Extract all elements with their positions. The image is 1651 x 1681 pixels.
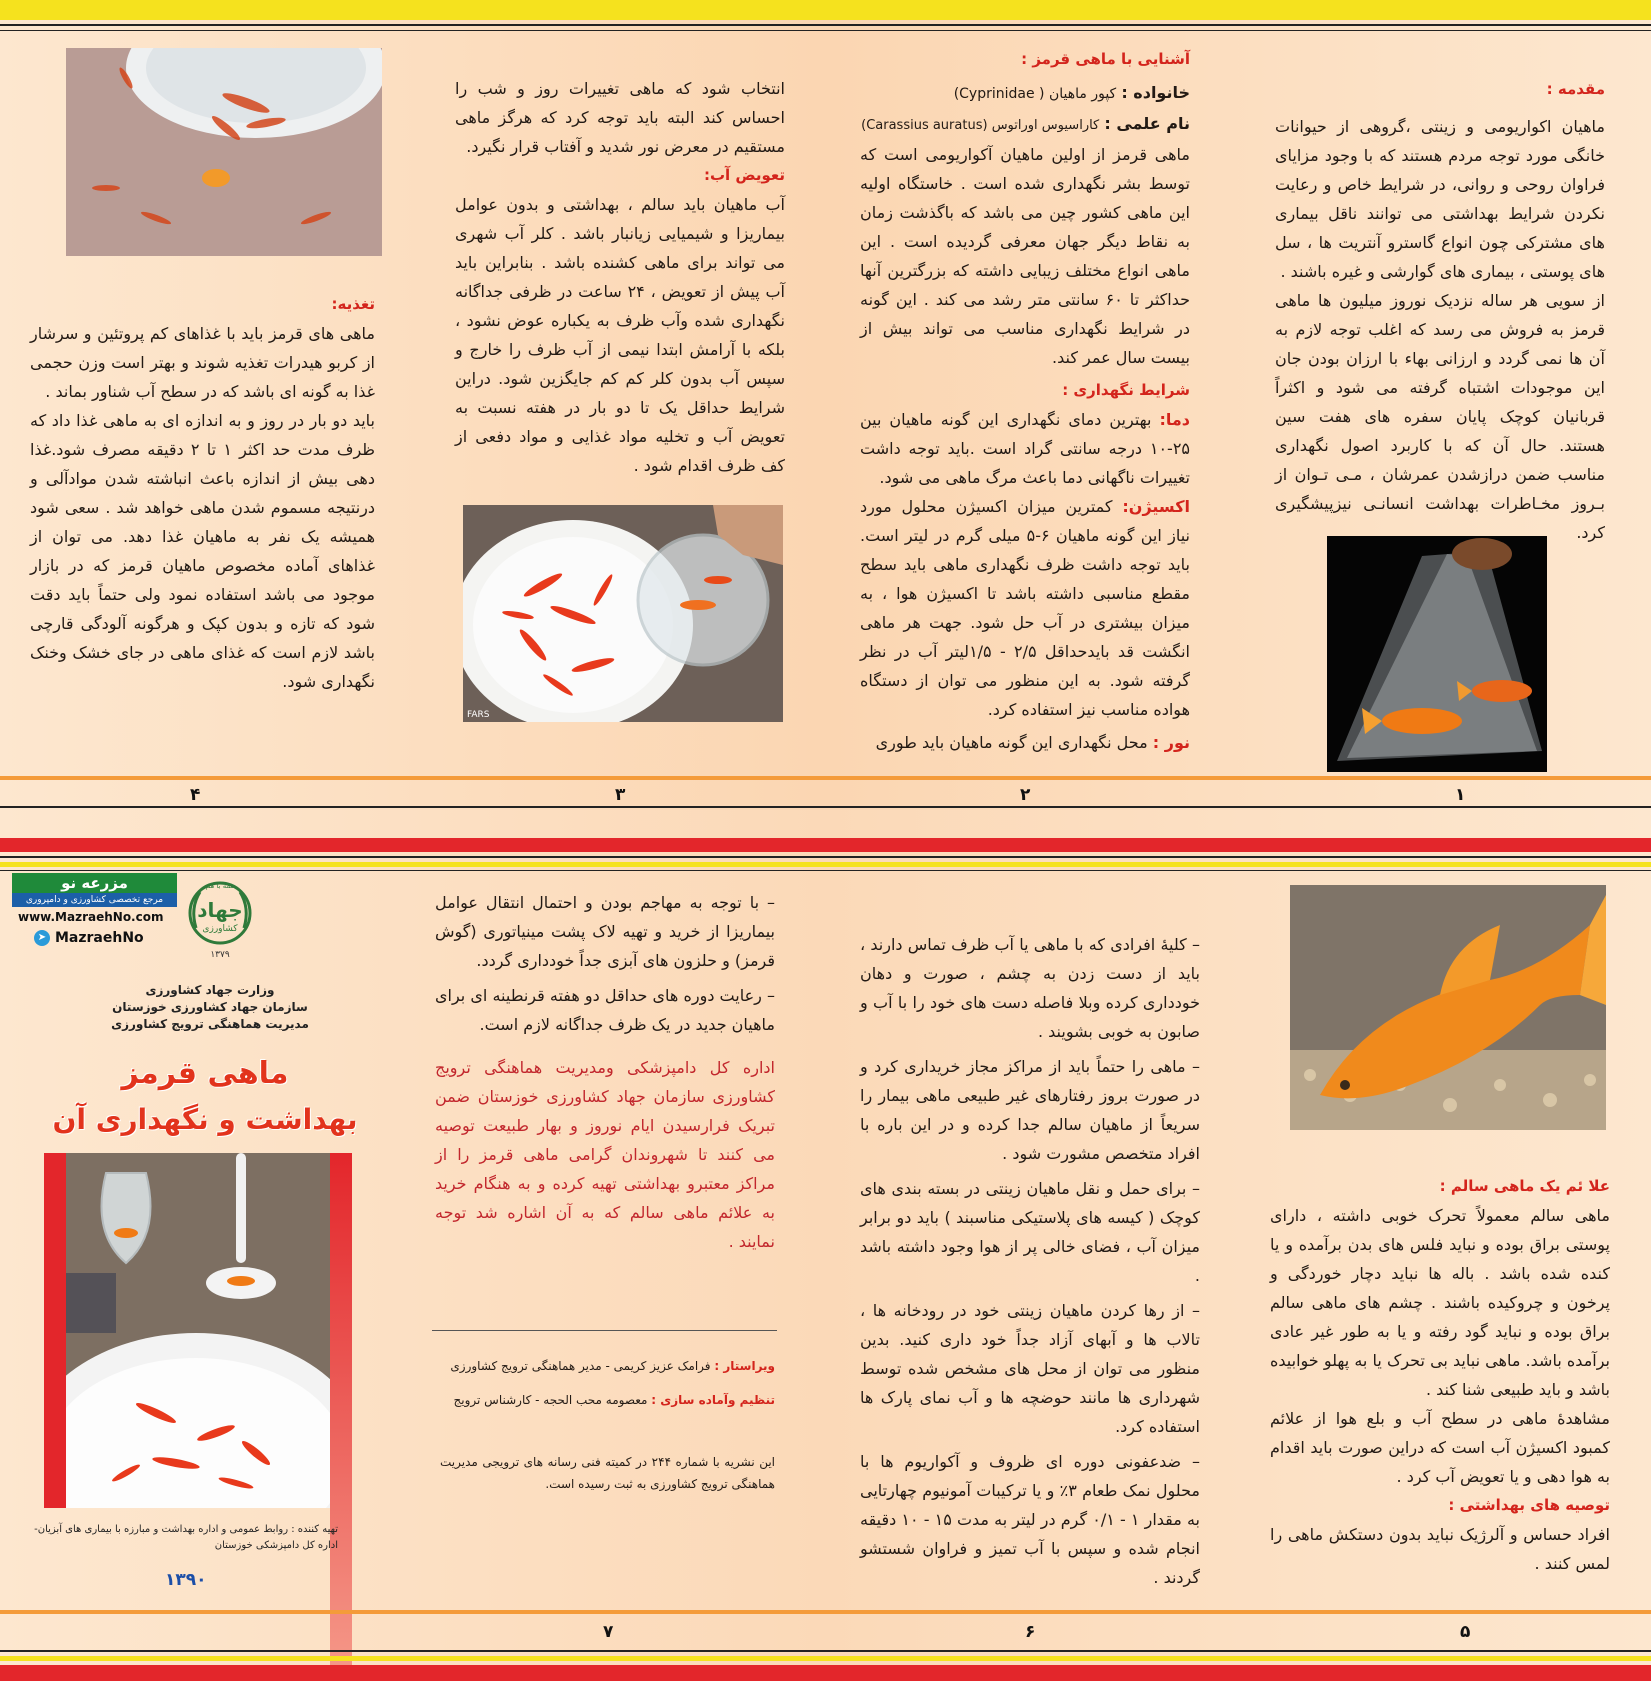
yellow-top-stripe <box>0 0 1651 20</box>
intro-paragraph-2: از سویی هر ساله نزدیک نوروز میلیون ها ماهی قرمز به فروش می رسد که اغلب توجه لازم به آن ها نمی گردد و ارزانی بهاء با ارزان بودن جان این موجودات اشتباه گرفته می شود و اکثراً قربانیان کوچک پایان سفره های هفت سین هستند. حال آن که با کاربرد اصول نگهداری مناسب ضمن درازشدن عمرشان ، مـی تـوان از بـروز مخـاطرات بهداشت انسانـی نیزپیشگیری کرد. <box>1275 291 1605 542</box>
family-line <box>860 78 1190 109</box>
bottom-black-rule <box>0 1650 1651 1652</box>
bottom-sheet <box>0 810 1651 1681</box>
page-number-1: ۱ <box>1455 785 1466 805</box>
oxygen-shortage-note: مشاهدهٔ ماهی در سطح آب و بلع هوا از علائم کمبود اکسیژن آب است که دراین صورت باید اقدام به هوا دهی و یا تعویض آب کرد . <box>1270 1409 1610 1486</box>
department-name: مدیریت هماهنگی ترویج کشاورزی <box>111 1017 309 1031</box>
scientific-name-label: نام علمی : <box>1104 114 1190 133</box>
cover-red-strip-right <box>330 1153 352 1681</box>
nowruz-message: اداره کل دامپزشکی ومدیریت هماهنگی ترویج کشاورزی سازمان جهاد کشاورزی خوزستان ضمن تبریک فرارسیدن ایام نوروز و بهار طبیعت توصیه می کنند تا شهروندان گرامی ماهی قرمز را از مراکز معتبرو بهداشتی تهیه کرده و به هنگام خرید به علائم ماهی سالم که به آن اشاره شد توجه نمایند . <box>435 1058 775 1251</box>
water-change-text: آب ماهیان باید سالم ، بهداشتی و بدون عوامل بیماریزا و شیمیایی زیانبار باشد . کلر آب شهری می تواند برای ماهی کشنده باشد . بنابراین باید آب پیش از تعویض ، ۲۴ ساعت در ظرفی جداگانه نگهداری شده وآب ظرف به یکباره عوض نشود ، بلکه با آرامش ابتدا نیمی از آب ظرف را خارج و سپس آب بدون کلر کم کم جایگزین شود. دراین شرایط حداقل یک تا دو بار در هفته نسبت به تعویض آب و تخلیه مواد غذایی و مواد دفعی از کف ظرف اقدام شود . <box>455 195 785 475</box>
photo-credit: FARS <box>467 710 490 720</box>
advice-item: – کلیهٔ افرادی که با ماهی یا آب ظرف تماس دارند ، باید از دست زدن به چشم ، صورت و دهان خودداری کرده وبلا فاصله دست های خود را با آب و صابون به خوبی بشویند . <box>860 935 1200 1041</box>
page-number-3: ۳ <box>615 785 626 805</box>
light-paragraph <box>860 728 1190 757</box>
cover-title-line-2: بهداشت و نگهداری آن <box>52 1103 358 1136</box>
bottom-yellow-stripe <box>0 1656 1651 1661</box>
credits-block <box>440 1355 775 1495</box>
credits-divider <box>432 1330 777 1331</box>
mazraehno-logo <box>12 873 177 909</box>
cover-year: ۱۳۹۰ <box>165 1570 207 1590</box>
jahad-logo <box>180 878 260 968</box>
page-7-text <box>435 888 775 1256</box>
scientific-name-line <box>860 109 1190 140</box>
health-advice-text: افراد حساس و آلرژیک نباید بدون دستکش ماهی را لمس کنند . <box>1270 1525 1610 1573</box>
feeding-paragraph-1: ماهی های قرمز باید با غذاهای کم پروتئین و سرشار از کربو هیدرات تغذیه شوند و بهتر است وزن حجمی غذا به گونه ای باشد که در سطح آب شناور بماند . <box>30 324 375 401</box>
family-value: کپور ماهیان ( Cyprinidae) <box>953 86 1117 102</box>
top-bottom-black-rule <box>0 806 1651 808</box>
telegram-handle[interactable] <box>34 930 144 946</box>
oxygen-paragraph <box>860 492 1190 724</box>
organization-name: سازمان جهاد کشاورزی خوزستان <box>112 1000 308 1014</box>
advice-item-text: رعایت دوره های حداقل دو هفته قرنطینه ای برای ماهیان جدید در یک ظرف جداگانه لازم است. <box>435 986 775 1034</box>
advice-item: – رعایت دوره های حداقل دو هفته قرنطینه ای برای ماهیان جدید در یک ظرف جداگانه لازم است. <box>435 986 775 1034</box>
top-black-rule-2 <box>0 30 1651 31</box>
healthy-fish-text: ماهی سالم معمولاً تحرک خوبی داشته ، دارای پوستی براق بوده و نباید فلس های بدن برآمده و یا کنده شده باشد . باله ها نباید دچار خوردگی و پرخون و چروکیده باشند . چشم های ماهی سالم براق بوده و نباید گود رفته و یا به طور غیر عادی برآمده باشد. ماهی نباید بی تحرک یا به پهلو خوابیده باشد و باید طبیعی شنا کند . <box>1270 1206 1610 1399</box>
temperature-label: دما: <box>1159 410 1190 429</box>
top-black-rule <box>0 24 1651 26</box>
brand-name: مزرعه نو <box>12 873 177 893</box>
editor-label: ویراستار : <box>714 1359 775 1373</box>
advice-item: – ماهی را حتماً باید از مراکز مجاز خریداری کرد و در صورت بروز رفتارهای غیر طبیعی ماهی بیمار را سریعاً از ماهیان سالم جدا کرده و در این باره با افراد متخصص مشورت شود . <box>860 1057 1200 1163</box>
yellow-thin-stripe <box>0 862 1651 867</box>
page-3-text <box>455 74 785 480</box>
page-number-2: ۲ <box>1020 785 1031 805</box>
editor-line <box>440 1355 775 1377</box>
logo-top-text: همه با هم <box>205 882 235 890</box>
top-sheet <box>0 0 1651 810</box>
logo-year: ۱۳۷۹ <box>210 950 230 960</box>
fish-bag-photo <box>1327 536 1547 772</box>
health-advice-heading: توصیه های بهداشتی : <box>1448 1496 1610 1514</box>
bottom-orange-rule <box>0 1610 1651 1614</box>
page-number-4: ۴ <box>190 785 201 805</box>
advice-item-text: ضدعفونی دوره ای ظروف و آکواریوم ها با محلول نمک طعام ۳٪ و یا ترکیبات آمونیوم چهارتایی به مقدار ۱ - ۰/۱ گرم در لیتر به مدت ۱۵ - ۱۰ دقیقه انجام شده و سپس با آب تمیز و فراوان شستشو گردند . <box>860 1452 1200 1587</box>
oxygen-label: اکسیژن: <box>1122 497 1190 516</box>
ministry-name: وزارت جهاد کشاورزی <box>145 983 275 997</box>
editor-value: فرامک عزیز کریمی - مدیر هماهنگی ترویج کشاورزی <box>450 1359 711 1373</box>
bottom-red-stripe <box>0 1665 1651 1681</box>
page-6-text <box>860 930 1200 1592</box>
logo-sub-text: کشاورزی <box>202 924 238 934</box>
scientific-name-value: کاراسیوس اوراتوس (Carassius auratus) <box>861 118 1100 133</box>
advice-item: – ضدعفونی دوره ای ظروف و آکواریوم ها با محلول نمک طعام ۳٪ و یا ترکیبات آمونیوم چهارتایی به مقدار ۱ - ۰/۱ گرم در لیتر به مدت ۱۵ - ۱۰ دقیقه انجام شده و سپس با آب تمیز و فراوان شستشو گردند . <box>860 1452 1201 1587</box>
organization-block <box>100 982 320 1033</box>
cover-title-line-1: ماهی قرمز <box>121 1056 289 1091</box>
preparer-note: تهیه کننده : روابط عمومی و اداره بهداشت و مبارزه با بیماری های آبزیان- اداره کل دامپزشکی خوزستان <box>34 1524 338 1551</box>
feeding-paragraph-2: باید دو بار در روز و به اندازه ای به ماهی غذا داد که ظرف مدت حد اکثر ۱ تا ۲ دقیقه مصرف شود.غذا دهی بیش از اندازه باعث انباشته شدن موادآلی و درنتیجه مسموم شدن ماهی خواهد شد . سعی شود همیشه یک نفر به ماهیان غذا دهد. می توان از غذاهای آماده مخصوص ماهیان قرمز که در بازار موجود می باشد استفاده نمود ولی حتماً باید دقت شود که تازه و بدون کپک و هرگونه آلودگی قارچی باشد لازم است که غذای ماهی در جای خشک وخنک نگهداری شود. <box>30 411 376 691</box>
page-number-5: ۵ <box>1460 1622 1471 1642</box>
red-black-rule <box>0 856 1651 858</box>
water-change-heading: تعویض آب: <box>703 166 785 184</box>
family-label: خانواده : <box>1121 83 1190 102</box>
intro-heading: مقدمه : <box>1546 80 1605 98</box>
advice-item: – با توجه به مهاجم بودن و احتمال انتقال عوامل بیماریزا از خرید و تهیه لاک پشت مینیاتوری (گوش قرمز) و حلزون های آبزی جداً خودداری گردد. <box>435 893 776 970</box>
temperature-paragraph <box>860 405 1190 492</box>
light-continuation: انتخاب شود که ماهی تغییرات روز و شب را احساس کند البته باید توجه کرد که هرگز ماهی مستقیم در معرض نور شدید و آفتاب قرار نگیرد. <box>455 79 785 156</box>
fish-intro-heading: آشنایی با ماهی قرمز : <box>1021 50 1190 68</box>
registration-note: این نشریه با شماره ۲۴۴ در کمیته فنی رسانه های ترویجی مدیریت هماهنگی ترویج کشاورزی به ثبت رسیده است. <box>440 1455 776 1491</box>
feeding-heading: تغذیه: <box>331 295 375 313</box>
top-orange-rule <box>0 776 1651 780</box>
telegram-name: MazraehNo <box>55 930 144 946</box>
oxygen-text: کمترین میزان اکسیژن محلول مورد نیاز این گونه ماهیان ۶-۵ میلی گرم در لیتر است. باید توجه داشت ظرف نگهداری ماهی باید سطح مقطع مناسبی داشته باشد تا اکسیژن هوا ، به میزان بیشتری در آب حل شود. جهت هر ماهی انگشت قد بایدحداقل ۲/۵ - ۱/۵لیتر آب در نظر گرفته شود. به این منظور می توان از دستگاه هواده مناسب نیز استفاده کرد. <box>860 497 1191 719</box>
advice-item: – از رها کردن ماهیان زینتی خود در رودخانه ها ، تالاب ها و آبهای آزاد جداً خود داری کنید. بدین منظور می توان از محل های مشخص شده توسط شهرداری ها مانند حوضچه ها و آب نمای پارک ها استفاده کرد. <box>860 1301 1201 1436</box>
red-black-rule-2 <box>0 870 1651 871</box>
page-5-text <box>1270 1172 1610 1578</box>
light-label: نور : <box>1152 733 1190 752</box>
page-number-7: ۷ <box>603 1622 614 1642</box>
brand-subtitle: مرجع تخصصی کشاورزی و دامپروری <box>12 893 177 907</box>
page-4-text <box>30 290 375 696</box>
goldfish-aquarium-photo <box>1290 885 1606 1130</box>
preparation-value: معصومه محب الحجه - کارشناس ترویج <box>453 1393 648 1407</box>
advice-item-text: ماهی را حتماً باید از مراکز مجاز خریداری کرد و در صورت بروز رفتارهای غیر طبیعی ماهی بیمار را سریعاً از ماهیان سالم جدا کرده و در این باره با افراد متخصص مشورت شود . <box>860 1057 1200 1163</box>
fish-bowl-photo <box>463 505 783 722</box>
advice-item-text: برای حمل و نقل ماهیان زینتی در بسته بندی های کوچک ( کیسه های پلاستیکی مناسبند ) باید دو برابر میزان آب ، فضای خالی پر از هوا وجود داشته باشد . <box>860 1179 1200 1285</box>
light-text: محل نگهداری این گونه ماهیان باید طوری <box>875 733 1148 752</box>
page-2-text <box>860 45 1190 757</box>
cover-goldfish-photo <box>66 1153 330 1508</box>
advice-item-text: کلیهٔ افرادی که با ماهی یا آب ظرف تماس دارند ، باید از دست زدن به چشم ، صورت و دهان خودداری کرده وبلا فاصله دست های خود را با آب و صابون به خوبی بشویند . <box>860 935 1200 1041</box>
advice-item-text: از رها کردن ماهیان زینتی خود در رودخانه ها ، تالاب ها و آبهای آزاد جداً خود داری کنید. بدین منظور می توان از محل های مشخص شده توسط شهرداری ها مانند حوضچه ها و آب نمای پارک ها استفاده کرد. <box>860 1301 1200 1436</box>
conditions-heading: شرایط نگهداری : <box>1062 381 1190 399</box>
advice-item-text: با توجه به مهاجم بودن و احتمال انتقال عوامل بیماریزا از خرید و تهیه لاک پشت مینیاتوری (گوش قرمز) و حلزون های آبزی جداً خودداری گردد. <box>435 893 775 970</box>
telegram-icon: ➤ <box>34 930 50 946</box>
red-top-stripe <box>0 838 1651 852</box>
preparation-line <box>440 1389 775 1411</box>
fish-description: ماهی قرمز از اولین ماهیان آکواریومی است که توسط بشر نگهداری شده است . خاستگاه اولیه این ماهی کشور چین می باشد که باگذشت زمان به نقاط دیگر جهان معرفی گردیده است . این ماهی انواع مختلف زیبایی داشته که بزرگترین آنها حداکثر تا ۶۰ سانتی متر رشد می کند . این گونه در شرایط نگهداری مناسب می تواند بیش از بیست سال عمر کند. <box>860 145 1190 367</box>
cover-title <box>50 1050 360 1142</box>
healthy-fish-heading: علا ئم یک ماهی سالم : <box>1439 1177 1610 1195</box>
goldfish-net-photo <box>66 48 382 256</box>
page-number-6: ۶ <box>1025 1622 1036 1642</box>
cover-red-strip-left <box>44 1153 66 1508</box>
preparation-label: تنظیم وآماده سازی : <box>651 1393 775 1407</box>
temperature-text: بهترین دمای نگهداری این گونه ماهیان بین ۲۵-۱۰ درجه سانتی گراد است .باید توجه داشت تغییرات ناگهانی دما باعث مرگ ماهی می شود. <box>860 410 1190 487</box>
logo-main-text: جهاد <box>197 898 243 922</box>
website-link[interactable]: www.MazraehNo.com <box>18 910 164 924</box>
intro-paragraph-1: ماهیان اکواریومی و زینتی ،گروهی از حیوانات خانگی مورد توجه مردم هستند که با وجود مزایای فراوان روحی و روانی، در شرایط خاص و رعایت نکردن شرایط بهداشتی می توانند ناقل بیماری های مشترکی چون انواع گاسترو آنتریت ها ، سل های پوستی ، بیماری های گوارشی و غیره باشند . <box>1275 117 1605 281</box>
page-1-text <box>1275 75 1605 547</box>
advice-item: – برای حمل و نقل ماهیان زینتی در بسته بندی های کوچک ( کیسه های پلاستیکی مناسبند ) باید دو برابر میزان آب ، فضای خالی پر از هوا وجود داشته باشد . <box>860 1179 1200 1285</box>
